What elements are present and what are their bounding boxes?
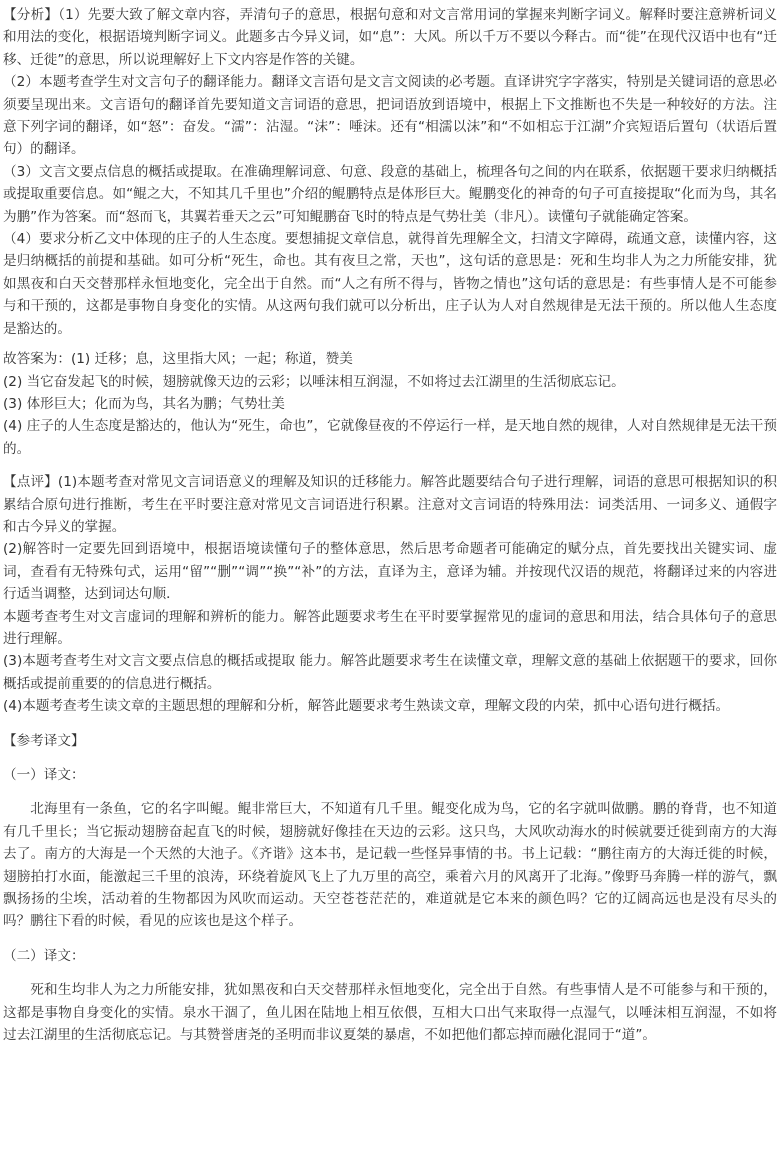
analysis-paragraph-4: （4）要求分析乙文中体现的庄子的人生态度。要想捕捉文章信息，就得首先理解全文，扫清文字障碍，疏通文意，读懂内容，这是归纳概括的前提和基础。如可分析“死生，命也。其有夜旦之常，天也”，这句话的意思是：死和生均非人为之力所能安排，犹如黑夜和白天交替那样永恒地变化，完全出于自然。而“人之有所不得与，皆物之情也”这句话的意思是：有些事情人是不可能参与和干预的，这都是事物自身变化的实情。从这两句我们就可以分析出，庄子认为人对自然规律是无法干预的。所以他人生态度是豁达的。 [3, 231, 777, 337]
part-one-heading: （一）译文： [3, 767, 85, 783]
answer-line-1: 故答案为：(1) 迁移；息，这里指大风；一起；称道，赞美 [3, 351, 353, 368]
spacer [3, 933, 777, 945]
spacer [3, 786, 777, 798]
part-two-translation: 死和生均非人为之力所能安排，犹如黑夜和白天交替那样永恒地变化，完全出于自然。有些事情人是不可能参与和干预的，这都是事物自身变化的实情。泉水干涸了，鱼儿困在陆地上相互依偎，互相大口出气来取得一点湿气，以唾沫相互润湿，不如将过去江湖里的生活彻底忘记。与其赞誉唐尧的圣明而非议夏桀的暴虐，不如把他们都忘掉而融化混同于“道”。 [3, 982, 777, 1044]
analysis-paragraph-3: （3）文言文要点信息的概括或提取。在准确理解词意、句意、段意的基础上，梳理各句之间的内在联系，依据题干要求归纳概括或提取重要信息。如“鲲之大，不知其几千里也”介绍的鲲鹏特点是体形巨大。鲲鹏变化的神奇的句子可直接提取“化而为鸟，其名为鹏”作为答案。而“怒而飞，其翼若垂天之云”可知鲲鹏奋飞时的特点是气势壮美（非凡）。读懂句子就能确定答案。 [3, 163, 777, 225]
comment-paragraph-2: (2)解答时一定要先回到语境中，根据语境读懂句子的整体意思，然后思考命题者可能确定的赋分点，首先要找出关键实词、虚词，查看有无特殊句式，运用“留”“删”“调”“换”“补”的方法，直译为主，意译为辅。并按现代汉语的规范，将翻译过来的内容进行适当调整，达到词达句顺． [3, 541, 777, 603]
analysis-paragraph-2: （2）本题考查学生对文言句子的翻译能力。翻译文言语句是文言文阅读的必考题。直译讲究字字落实，特别是关键词语的意思必须要呈现出来。文言语句的翻译首先要知道文言词语的意思，把词语放到语境中，根据上下文推断也不失是一种较好的方法。注意下列字词的翻译，如“怒”：奋发。“濡”：沾湿。“沫”：唾沫。还有“相濡以沫”和“不如相忘于江湖”介宾短语后置句（状语后置句）的翻译。 [3, 74, 777, 158]
part-two-heading: （二）译文： [3, 947, 85, 964]
spacer [3, 752, 777, 764]
spacer [3, 967, 777, 979]
spacer [3, 340, 777, 348]
answer-line-4: (4) 庄子的人生态度是豁达的，他认为“死生，命也”，它就像昼夜的不停运行一样，是天地自然的规律，人对自然规律是无法干预的。 [3, 418, 777, 457]
spacer [3, 718, 777, 730]
analysis-paragraph-1: 【分析】（1）先要大致了解文章内容，弄清句子的意思，根据句意和对文言常用词的掌握来判断字词义。解释时要注意辨析词义和用法的变化，根据语境判断字词义。此题多古今异义词，如“息”：大风。所以千万不要以今释古。而“徙”在现代汉语中也有“迁移、迁徙”的意思，所以说理解好上下文内容是作答的关键。 [3, 7, 777, 68]
spacer [3, 460, 777, 471]
comment-paragraph-4: (3)本题考查考生对文言文要点信息的概括或提取 能力。解答此题要求考生在读懂文章，理解文意的基础上依据题干的要求，回你概括或提前重要的的信息进行概括。 [3, 653, 777, 692]
comment-paragraph-5: (4)本题考查考生读文章的主题思想的理解和分析，解答此题要求考生熟读文章，理解文段的内荣，抓中心语句进行概括。 [3, 698, 730, 715]
comment-paragraph-3: 本题考查考生对文言虚词的理解和辨析的能力。解答此题要求考生在平时要掌握常见的虚词的意思和用法，结合具体句子的意思进行理解。 [3, 608, 777, 647]
part-one-translation: 北海里有一条鱼，它的名字叫鲲。鲲非常巨大，不知道有几千里。鲲变化成为鸟，它的名字就叫做鹏。鹏的脊背，也不知道有几千里长；当它振动翅膀奋起直飞的时候，翅膀就好像挂在天边的云彩。这只鸟，大风吹动海水的时候就要迁徙到南方的大海去了。南方的大海是一个天然的大池子。《齐谐》这本书，是记载一些怪异事情的书。书上记载：“鹏往南方的大海迁徙的时候，翅膀拍打水面，能激起三千里的浪涛，环绕着旋风飞上了九万里的高空，乘着六月的风离开了北海。”像野马奔腾一样的游气，飘飘扬扬的尘埃，活动着的生物都因为风吹而运动。天空苍苍茫茫的，难道就是它本来的颜色吗？它的辽阔高远也是没有尽头的吗？鹏往下看的时候，看见的应该也是这个样子。 [3, 801, 777, 930]
comment-paragraph-1: 【点评】(1)本题考查对常见文言词语意义的理解及知识的迁移能力。解答此题要结合句子进行理解，词语的意思可根据知识的积累结合原句进行推断，考生在平时要注意对常见文言词语进行积累。注意对文言词语的特殊用法：词类活用、一词多义、通假字和古今异义的掌握。 [3, 474, 777, 535]
reference-translation-heading: 【参考译文】 [3, 732, 85, 749]
answer-line-3: (3) 体形巨大；化而为鸟，其名为鹏；气势壮美 [3, 395, 285, 412]
answer-line-2: (2) 当它奋发起飞的时候，翅膀就像天边的云彩；以唾沫相互润湿，不如将过去江湖里的生活彻底忘记。 [3, 373, 625, 390]
